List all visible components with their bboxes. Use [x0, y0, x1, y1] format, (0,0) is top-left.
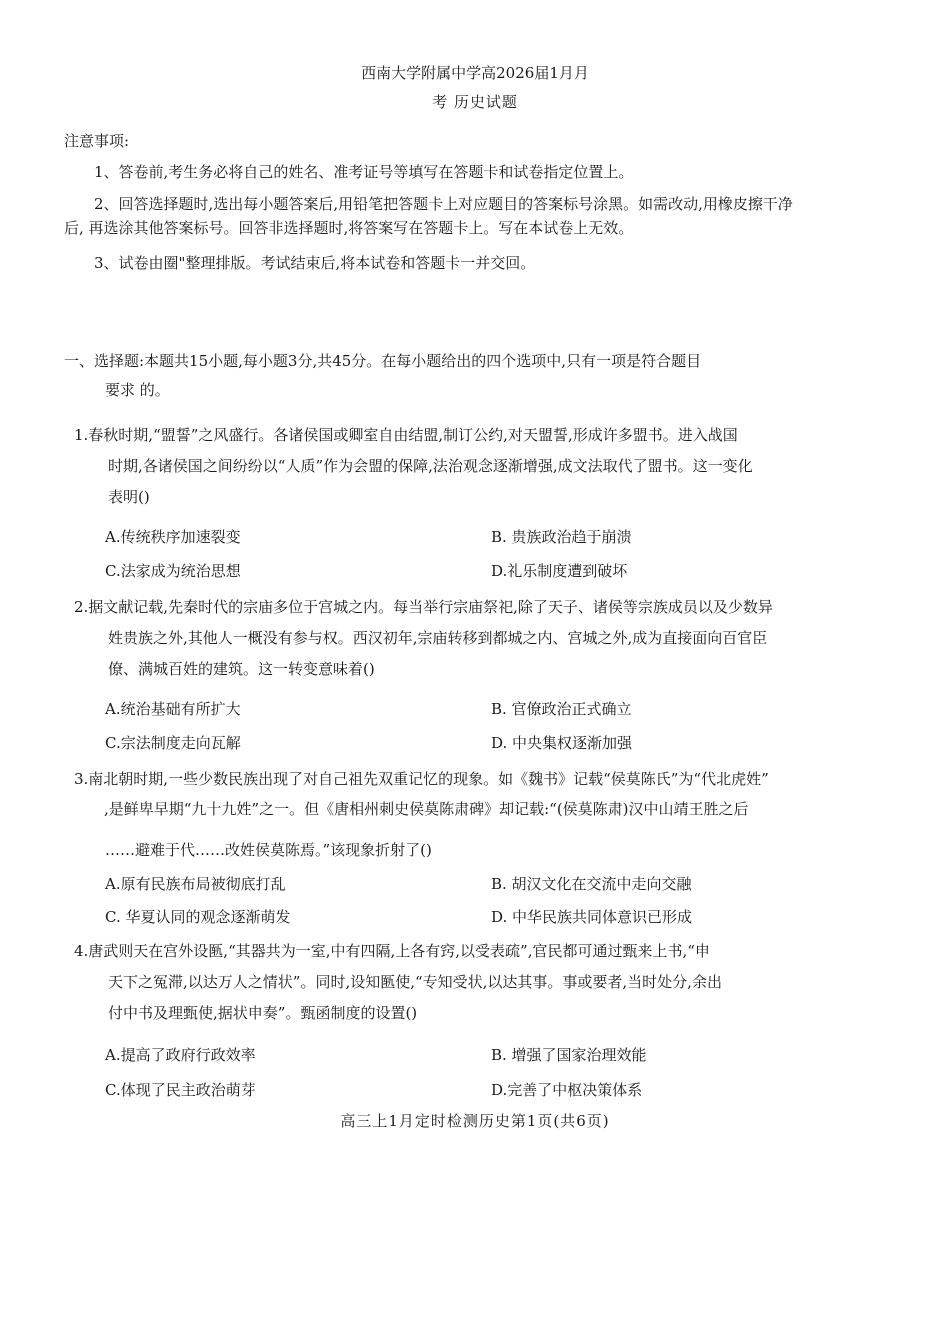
question-4-option-b[interactable]: B. 增强了国家治理效能: [491, 1046, 647, 1064]
question-1-option-b[interactable]: B. 贵族政治趋于崩溃: [491, 528, 632, 546]
question-2-line2: 姓贵族之外,其他人一概没有参与权。西汉初年,宗庙转移到都城之内、宫城之外,成为直接面向百官臣: [108, 629, 768, 647]
question-1-line2: 时期,各诸侯国之间纷纷以“人质”作为会盟的保障,法治观念逐渐增强,成文法取代了盟书。这一变化: [108, 457, 753, 475]
page-footer: 高三上1月定时检测历史第1页(共6页): [340, 1112, 610, 1130]
question-2-line3: 僚、满城百姓的建筑。这一转变意味着(): [108, 660, 375, 678]
question-1-option-c[interactable]: C.法家成为统治思想: [105, 562, 241, 580]
question-3-option-c[interactable]: C. 华夏认同的观念逐渐萌发: [105, 908, 291, 926]
notice-item-2-line2: 后, 再选涂其他答案标号。回答非选择题时,将答案写在答题卡上。写在本试卷上无效。: [64, 219, 634, 237]
question-3-option-b[interactable]: B. 胡汉文化在交流中走向交融: [491, 875, 692, 893]
notice-heading: 注意事项:: [64, 132, 130, 150]
notice-item-1: 1、答卷前,考生务必将自己的姓名、准考证号等填写在答题卡和试卷指定位置上。: [94, 163, 634, 181]
question-4-line1: 4.唐武则天在宫外设匦,“其器共为一室,中有四隔,上各有窍,以受表疏”,官民都可通过甄来上书,“申: [74, 942, 710, 960]
question-4-line2: 天下之冤滞,以达万人之情状”。同时,设知匦使,“专知受状,以达其事。事或要者,当时处分,余出: [108, 973, 722, 991]
notice-item-3: 3、试卷由圈"整理排版。考试结束后,将本试卷和答题卡一并交回。: [94, 254, 536, 272]
section-heading-line1: 一、选择题:本题共15小题,每小题3分,共45分。在每小题给出的四个选项中,只有一项是符合题目: [64, 352, 702, 370]
question-1-option-d[interactable]: D.礼乐制度遭到破坏: [491, 562, 628, 580]
question-3-option-d[interactable]: D. 中华民族共同体意识已形成: [491, 908, 693, 926]
notice-item-2-line1: 2、回答选择题时,选出每小题答案后,用铅笔把答题卡上对应题目的答案标号涂黑。如需改动,用橡皮擦干净: [94, 195, 793, 213]
question-1-line1: 1.春秋时期,“盟誓”之风盛行。各诸侯国或卿室自由结盟,制订公约,对天盟誓,形成许多盟书。进入战国: [74, 426, 738, 444]
question-3-line1: 3.南北朝时期,一些少数民族出现了对自己祖先双重记忆的现象。如《魏书》记载“侯莫陈氏”为“代北虎姓”: [74, 770, 769, 788]
exam-title-line1: 西南大学附属中学高2026届1月月: [361, 64, 589, 82]
question-4-line3: 付中书及理甄使,据状申奏”。甄函制度的设置(): [108, 1004, 418, 1022]
section-heading-line2: 要求 的。: [105, 381, 170, 399]
question-1-option-a[interactable]: A.传统秩序加速裂变: [105, 528, 241, 546]
question-2-option-b[interactable]: B. 官僚政治正式确立: [491, 700, 632, 718]
question-2-option-d[interactable]: D. 中央集权逐渐加强: [491, 734, 633, 752]
question-4-option-d[interactable]: D.完善了中枢决策体系: [491, 1081, 643, 1099]
question-1-line3: 表明(): [108, 488, 150, 506]
question-2-line1: 2.据文献记载,先秦时代的宗庙多位于宫城之内。每当举行宗庙祭祀,除了天子、诸侯等宗族成员以及少数异: [74, 598, 773, 616]
question-2-option-c[interactable]: C.宗法制度走向瓦解: [105, 734, 241, 752]
question-4-option-c[interactable]: C.体现了民主政治萌芽: [105, 1081, 256, 1099]
question-3-option-a[interactable]: A.原有民族布局被彻底打乱: [105, 875, 286, 893]
exam-title-line2: 考 历史试题: [432, 93, 518, 111]
question-4-option-a[interactable]: A.提高了政府行政效率: [105, 1046, 256, 1064]
question-2-option-a[interactable]: A.统治基础有所扩大: [105, 700, 241, 718]
question-3-line3: ……避难于代……改姓侯莫陈焉。”该现象折射了(): [105, 841, 432, 859]
question-3-line2: ,是鲜卑早期“九十九姓”之一。但《唐相州刺史侯莫陈肃碑》却记载:“(侯莫陈肃)汉中山靖王胜之后: [104, 800, 749, 818]
